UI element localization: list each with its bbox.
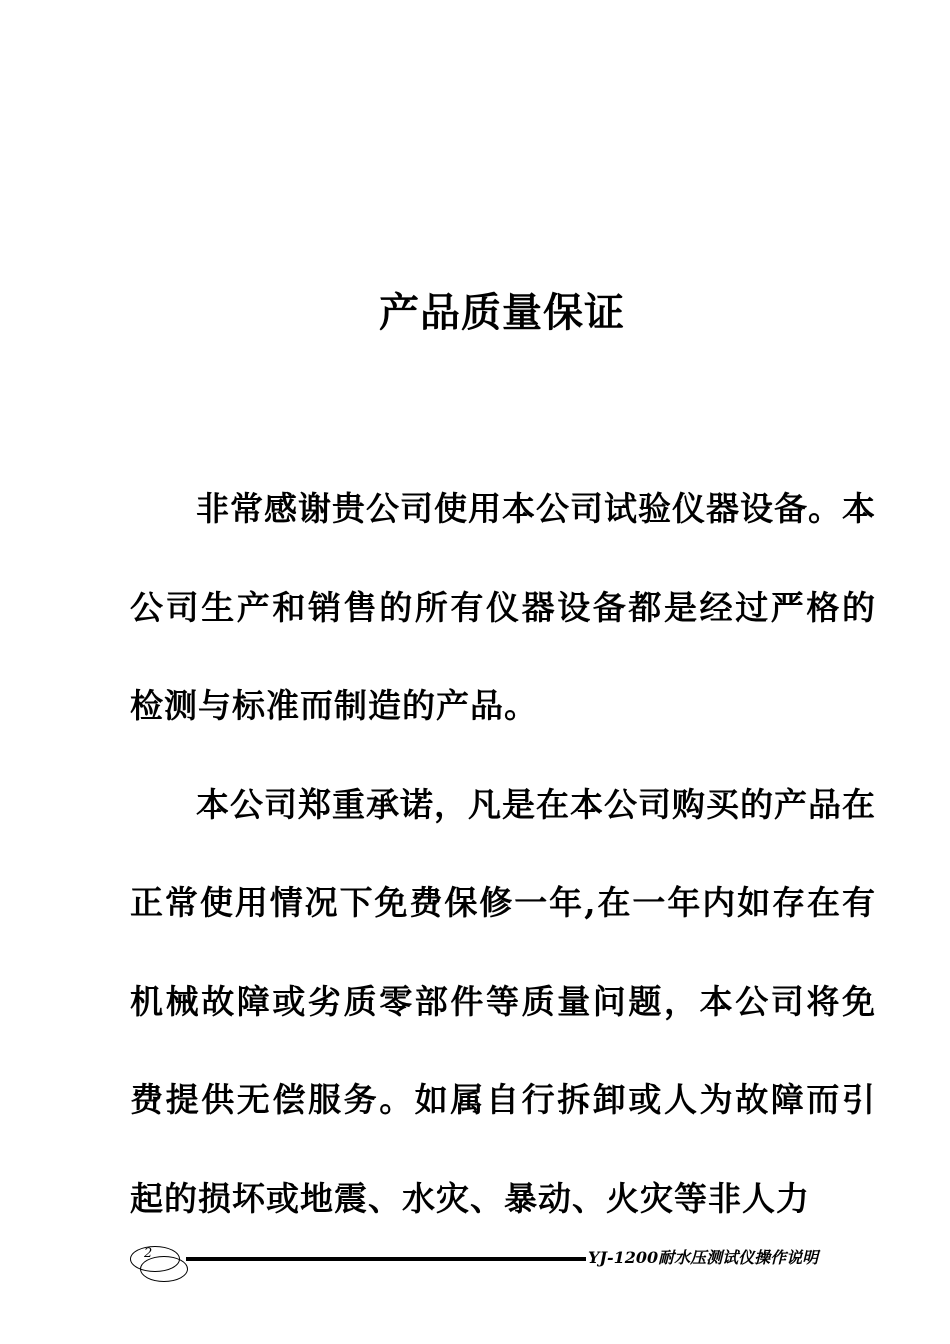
- page-number: 2: [144, 1246, 153, 1261]
- paragraph-warranty: 本公司郑重承诺，凡是在本公司购买的产品在正常使用情况下免费保修一年,在一年内如存在有机械故障或劣质零部件等质量问题，本公司将免费提供无偿服务。如属自行拆卸或人为故障而引起的损坏或地震、水灾、暴动、火灾等非人力: [130, 784, 876, 1218]
- footer-caption: YJ-1200耐水压测试仪操作说明: [588, 1248, 819, 1267]
- page-title: 产品质量保证: [379, 289, 625, 336]
- paragraph-thanks: 非常感谢贵公司使用本公司试验仪器设备。本公司生产和销售的所有仪器设备都是经过严格的检测与标准而制造的产品。: [130, 489, 876, 725]
- body-text: [130, 460, 876, 1248]
- footer-rule: [186, 1257, 586, 1261]
- page-footer: [130, 1238, 870, 1288]
